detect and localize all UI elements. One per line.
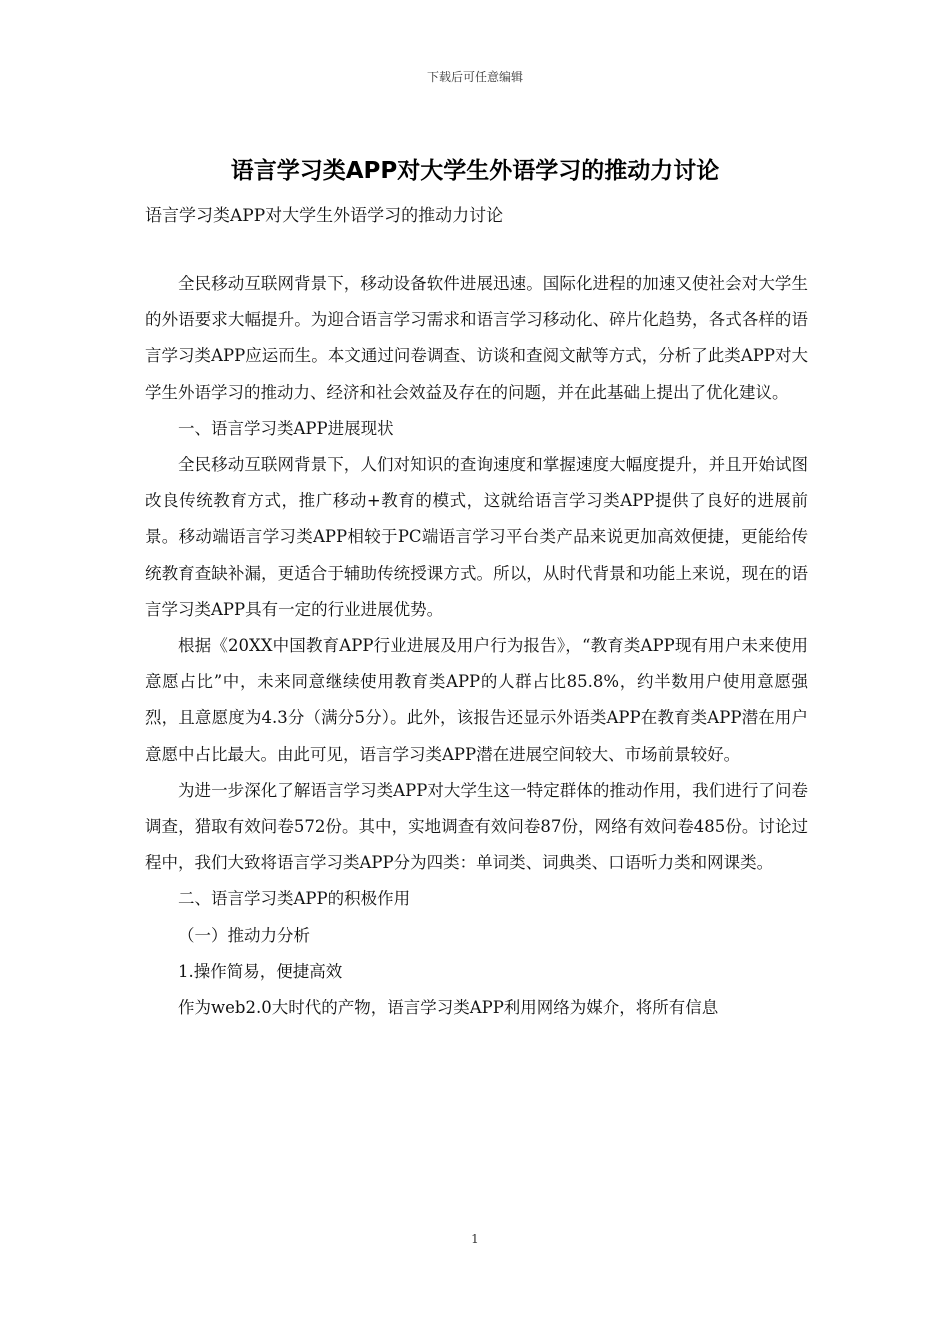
section-heading-1: 一、语言学习类APP进展现状	[178, 418, 394, 438]
subsection-heading: （一）推动力分析	[178, 925, 310, 945]
paragraph: 作为web2.0大时代的产物，语言学习类APP利用网络为媒介，将所有信息	[178, 998, 719, 1018]
paragraph-abstract: 全民移动互联网背景下，移动设备软件进展迅速。国际化进程的加速又使社会对大学生的外语要求大幅提升。为迎合语言学习需求和语言学习移动化、碎片化趋势，各式各样的语言学习类APP应运而生。本文通过问卷调查、访谈和查阅文献等方式，分析了此类APP对大学生外语学习的推动力、经济和社会效益及存在的问题，并在此基础上提出了优化建议。	[145, 274, 808, 402]
paragraph: 为进一步深化了解语言学习类APP对大学生这一特定群体的推动作用，我们进行了问卷调查，猎取有效问卷572份。其中，实地调查有效问卷87份，网络有效问卷485份。讨论过程中，我们大致将语言学习类APP分为四类：单词类、词典类、口语听力类和网课类。	[145, 780, 808, 873]
paragraph: 根据《20XX中国教育APP行业进展及用户行为报告》，“教育类APP现有用户未来使用意愿占比”中，未来同意继续使用教育类APP的人群占比85.8%，约半数用户使用意愿强烈，且意愿度为4.3分（满分5分）。此外，该报告还显示外语类APP在教育类APP潜在用户意愿中占比最大。由此可见，语言学习类APP潜在进展空间较大、市场前景较好。	[145, 636, 808, 764]
paragraph: 全民移动互联网背景下，人们对知识的查询速度和掌握速度大幅度提升，并且开始试图改良传统教育方式，推广移动+教育的模式，这就给语言学习类APP提供了良好的进展前景。移动端语言学习类APP相较于PC端语言学习平台类产品来说更加高效便捷，更能给传统教育查缺补漏，更适合于辅助传统授课方式。所以，从时代背景和功能上来说，现在的语言学习类APP具有一定的行业进展优势。	[145, 455, 808, 619]
section-heading-2: 二、语言学习类APP的积极作用	[178, 889, 411, 909]
document-title: 语言学习类APP对大学生外语学习的推动力讨论	[230, 158, 720, 184]
document-subtitle: 语言学习类APP对大学生外语学习的推动力讨论	[145, 206, 504, 226]
item-heading: 1.操作简易，便捷高效	[178, 961, 343, 981]
document-body	[145, 266, 808, 1026]
header-note: 下载后可任意编辑	[426, 70, 523, 84]
page-number: 1	[471, 1232, 479, 1246]
